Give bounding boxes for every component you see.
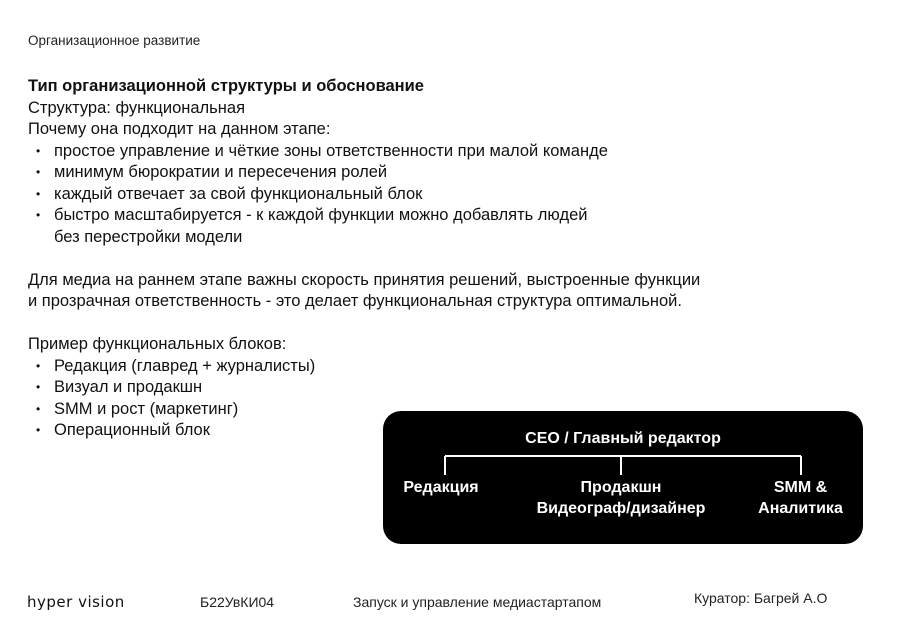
main-content <box>28 76 858 442</box>
org-node-smm <box>743 477 858 519</box>
org-node-line: Видеограф/дизайнер <box>536 500 706 517</box>
list-item: • быстро масштабируется - к каждой функции можно добавлять людей <box>28 205 858 227</box>
reason-continuation: без перестройки модели <box>54 227 243 246</box>
structure-line: Структура: функциональная <box>28 98 245 117</box>
section-heading: Тип организационной структуры и обоснование <box>28 77 424 95</box>
org-node-line: SMM & <box>773 479 828 496</box>
org-chart <box>383 411 863 544</box>
paragraph-line: и прозрачная ответственность - это делает функциональная структура оптимальной. <box>28 292 682 310</box>
curator-name: Куратор: Багрей А.О <box>694 590 828 606</box>
list-item: • Операционный блок <box>28 420 858 442</box>
paragraph-line: Для медиа на раннем этапе важны скорость принятия решений, выстроенные функции <box>28 270 701 289</box>
org-node-production <box>511 477 731 519</box>
course-name: Запуск и управление медиастартапом <box>353 594 602 610</box>
list-item: • Редакция (главред + журналисты) <box>28 356 858 378</box>
org-node-line: Аналитика <box>758 500 843 517</box>
list-item: • каждый отвечает за свой функциональный блок <box>28 184 858 206</box>
org-node-line: Продакшн <box>580 479 662 496</box>
org-node-editorial <box>386 477 496 498</box>
org-node-root: CEO / Главный редактор <box>525 430 721 447</box>
reasons-list <box>28 141 858 227</box>
org-node-line: Редакция <box>403 479 479 496</box>
why-line: Почему она подходит на данном этапе: <box>28 120 331 138</box>
group-code: Б22УвКИ04 <box>200 594 275 610</box>
list-item: • Визуал и продакшн <box>28 377 858 399</box>
brand-logo: hyper vision <box>27 593 125 611</box>
list-item: • простое управление и чёткие зоны ответственности при малой команде <box>28 141 858 163</box>
page-header: Организационное развитие <box>28 33 201 48</box>
list-item: • SMM и рост (маркетинг) <box>28 399 858 421</box>
list-item: • минимум бюрократии и пересечения ролей <box>28 162 858 184</box>
examples-title: Пример функциональных блоков: <box>28 335 287 353</box>
